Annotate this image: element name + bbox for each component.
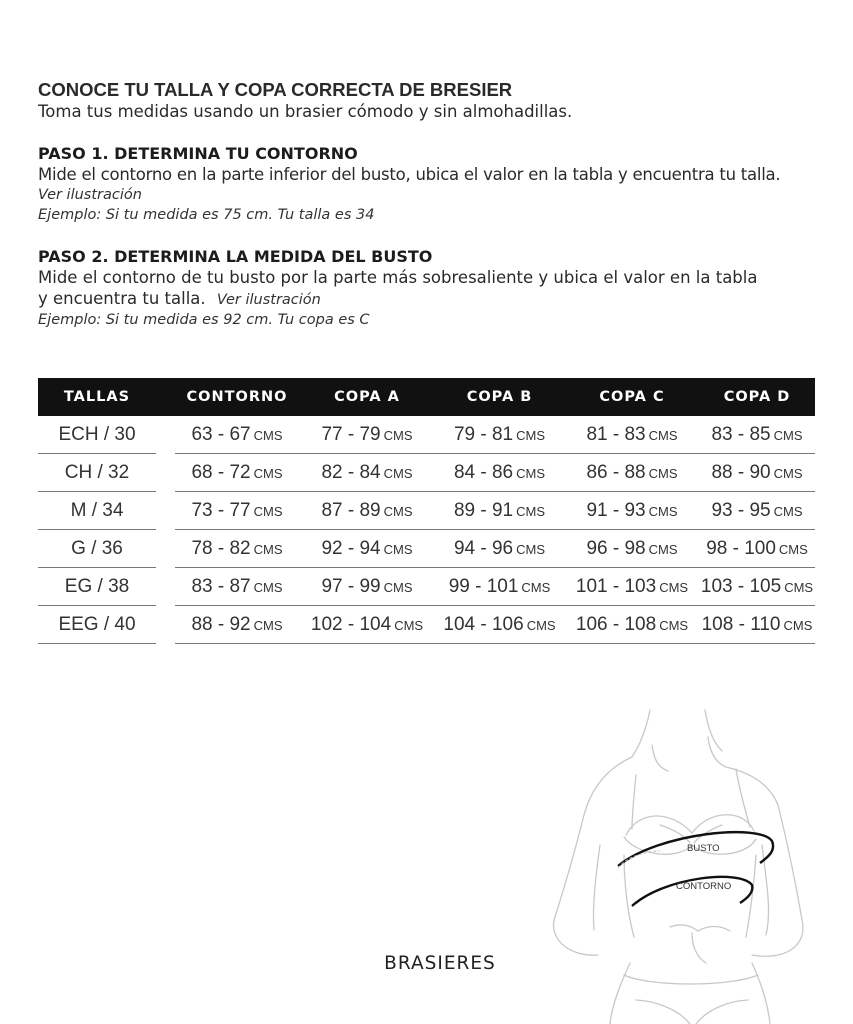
cell-copa-a (300, 538, 434, 560)
cell-value: 73 - 77 (191, 500, 251, 521)
cell-value: 97 - 99 (321, 576, 381, 597)
neck-right-line (708, 737, 726, 767)
cell-unit: CMS (648, 428, 678, 443)
cell-copa-c (565, 462, 699, 484)
cell-unit: CMS (784, 580, 814, 595)
cell-copa-b (434, 614, 565, 636)
cell-value: 82 - 84 (321, 462, 381, 483)
table-row (38, 492, 815, 530)
cell-copa-d (699, 576, 815, 598)
cell-copa-a (300, 462, 434, 484)
cell-unit: CMS (526, 618, 556, 633)
cell-copa-b (434, 500, 565, 522)
cell-copa-c (565, 424, 699, 446)
cell-unit: CMS (773, 466, 803, 481)
cell-contorno (174, 538, 300, 560)
cell-unit: CMS (253, 618, 283, 633)
step2-illustration-link[interactable]: Ver ilustración (216, 292, 321, 308)
cell-value: 104 - 106 (443, 614, 524, 635)
cell-copa-b (434, 424, 565, 446)
cell-value: 91 - 93 (586, 500, 646, 521)
intro-section (38, 79, 828, 330)
cell-unit: CMS (253, 428, 283, 443)
bra-strap-left (632, 775, 636, 829)
cell-unit: CMS (394, 618, 424, 633)
cell-unit: CMS (648, 504, 678, 519)
step1-title: PASO 1. DETERMINA TU CONTORNO (38, 144, 358, 163)
cell-unit: CMS (521, 580, 551, 595)
cell-value: ECH / 30 (58, 424, 136, 445)
row-divider-left (38, 491, 156, 492)
cell-value: 88 - 92 (191, 614, 251, 635)
cell-value: 108 - 110 (701, 614, 781, 635)
left-arm-line (553, 815, 598, 955)
step2-text-line2: y encuentra tu talla. (38, 289, 206, 308)
page-title: CONOCE TU TALLA Y COPA CORRECTA DE BRESIER (38, 79, 513, 100)
cell-unit: CMS (516, 428, 546, 443)
cell-value: G / 36 (71, 538, 123, 559)
table-row (38, 568, 815, 606)
hip-left-line (610, 963, 630, 1024)
cell-value: EEG / 40 (58, 614, 136, 635)
cell-value: 93 - 95 (711, 500, 771, 521)
table-body (38, 416, 815, 644)
hair-right-line (705, 710, 722, 751)
cell-value: 78 - 82 (191, 538, 251, 559)
cell-unit: CMS (778, 542, 808, 557)
cell-value: 89 - 91 (453, 500, 514, 521)
cell-unit: CMS (253, 504, 283, 519)
cell-contorno (174, 576, 300, 598)
row-divider-right (175, 643, 815, 644)
cell-value: 101 - 103 (575, 576, 657, 597)
header-contorno: CONTORNO (186, 389, 288, 405)
cell-talla (38, 538, 156, 560)
cell-unit: CMS (253, 466, 283, 481)
cell-copa-a (300, 424, 434, 446)
cell-copa-d (699, 614, 815, 636)
row-divider-left (38, 529, 156, 530)
cell-talla (38, 576, 156, 598)
hand-right-line (698, 927, 730, 932)
row-divider-left (38, 453, 156, 454)
cell-copa-c (565, 538, 699, 560)
cell-value: 81 - 83 (586, 424, 646, 445)
cell-copa-b (434, 576, 565, 598)
cell-copa-d (699, 500, 815, 522)
cell-talla (38, 424, 156, 446)
cell-copa-c (565, 614, 699, 636)
cell-value: M / 34 (70, 500, 124, 521)
cell-unit: CMS (253, 542, 283, 557)
cell-value: 79 - 81 (453, 424, 514, 445)
row-divider-left (38, 567, 156, 568)
cell-value: 102 - 104 (310, 614, 392, 635)
step1-illustration-link[interactable]: Ver ilustración (38, 187, 142, 203)
cell-copa-c (565, 576, 699, 598)
header-copa-c: COPA C (599, 389, 665, 405)
cell-value: CH / 32 (64, 462, 130, 483)
step2-text-line2-wrap (38, 288, 828, 310)
cell-copa-d (699, 424, 815, 446)
table-row (38, 416, 815, 454)
cell-contorno (174, 462, 300, 484)
cell-value: 88 - 90 (711, 462, 771, 483)
row-divider-left (38, 605, 156, 606)
row-divider-left (38, 643, 156, 644)
right-arm-line (752, 805, 803, 956)
cell-copa-d (699, 538, 815, 560)
shoulder-right-line (726, 767, 778, 805)
cell-contorno (174, 424, 300, 446)
cell-unit: CMS (383, 466, 413, 481)
cell-value: 92 - 94 (321, 538, 381, 559)
cell-unit: CMS (383, 580, 413, 595)
hair-left-line (632, 710, 650, 757)
shoulder-left-line (584, 757, 632, 815)
cell-talla (38, 462, 156, 484)
cell-value: 103 - 105 (700, 576, 782, 597)
table-header (38, 378, 815, 416)
contorno-label: CONTORNO (676, 881, 732, 892)
cell-unit: CMS (773, 504, 803, 519)
table-row (38, 606, 815, 644)
neck-left-line (652, 745, 668, 771)
step2-example: Ejemplo: Si tu medida es 92 cm. Tu copa es C (38, 312, 370, 328)
cell-unit: CMS (783, 618, 813, 633)
cell-unit: CMS (648, 466, 678, 481)
cell-copa-b (434, 462, 565, 484)
header-copa-b: COPA B (466, 389, 533, 405)
header-copa-a: COPA A (334, 389, 400, 405)
cell-unit: CMS (773, 428, 803, 443)
cell-copa-a (300, 576, 434, 598)
hands-fingers-line (692, 933, 706, 963)
cell-unit: CMS (648, 542, 678, 557)
table-row (38, 530, 815, 568)
cell-value: 77 - 79 (321, 424, 381, 445)
cell-contorno (174, 614, 300, 636)
step1-example: Ejemplo: Si tu medida es 75 cm. Tu talla es 34 (38, 207, 375, 223)
cell-contorno (174, 500, 300, 522)
cell-talla (38, 500, 156, 522)
cell-talla (38, 614, 156, 636)
cell-unit: CMS (659, 618, 689, 633)
cell-value: 94 - 96 (453, 538, 514, 559)
page-subtitle: Toma tus medidas usando un brasier cómodo y sin almohadillas. (38, 102, 573, 121)
row-divider-right (175, 567, 815, 568)
left-arm-inner-line (593, 845, 600, 930)
cell-value: 68 - 72 (191, 462, 251, 483)
busto-label: BUSTO (687, 843, 720, 854)
cell-unit: CMS (659, 580, 689, 595)
row-divider-right (175, 491, 815, 492)
section-caption: BRASIERES (384, 953, 496, 974)
cell-value: 98 - 100 (706, 538, 776, 559)
cell-unit: CMS (383, 504, 413, 519)
cell-unit: CMS (383, 428, 413, 443)
body-measurement-illustration (540, 705, 840, 1024)
cell-unit: CMS (253, 580, 283, 595)
cell-copa-a (300, 614, 434, 636)
row-divider-right (175, 529, 815, 530)
row-divider-right (175, 605, 815, 606)
cell-value: 106 - 108 (575, 614, 657, 635)
row-divider-right (175, 453, 815, 454)
table-row (38, 454, 815, 492)
step1-text: Mide el contorno en la parte inferior del busto, ubica el valor en la tabla y encuentra tu talla. (38, 165, 781, 184)
step2-title: PASO 2. DETERMINA LA MEDIDA DEL BUSTO (38, 247, 433, 266)
torso-left-line (624, 855, 634, 937)
cell-unit: CMS (516, 504, 546, 519)
cell-value: 63 - 67 (191, 424, 251, 445)
cell-copa-b (434, 538, 565, 560)
size-table (38, 378, 815, 644)
cell-value: EG / 38 (64, 576, 130, 597)
cell-value: 86 - 88 (586, 462, 646, 483)
cell-value: 87 - 89 (321, 500, 381, 521)
cell-value: 83 - 85 (711, 424, 771, 445)
cell-value: 84 - 86 (453, 462, 514, 483)
waist-band-line (624, 975, 758, 984)
header-copa-d: COPA D (723, 389, 791, 405)
underwear-right-line (696, 1000, 748, 1024)
underwear-left-line (636, 1000, 690, 1024)
cell-copa-d (699, 462, 815, 484)
cell-copa-a (300, 500, 434, 522)
cell-copa-c (565, 500, 699, 522)
cell-value: 99 - 101 (448, 576, 519, 597)
cell-value: 83 - 87 (191, 576, 251, 597)
cell-value: 96 - 98 (586, 538, 646, 559)
cell-unit: CMS (516, 466, 546, 481)
hip-right-line (752, 963, 770, 1024)
cell-unit: CMS (383, 542, 413, 557)
step2-text-line1: Mide el contorno de tu busto por la parte más sobresaliente y ubica el valor en la tabla (38, 268, 758, 287)
cell-unit: CMS (516, 542, 546, 557)
header-tallas: TALLAS (63, 389, 131, 405)
hand-left-line (670, 925, 698, 931)
